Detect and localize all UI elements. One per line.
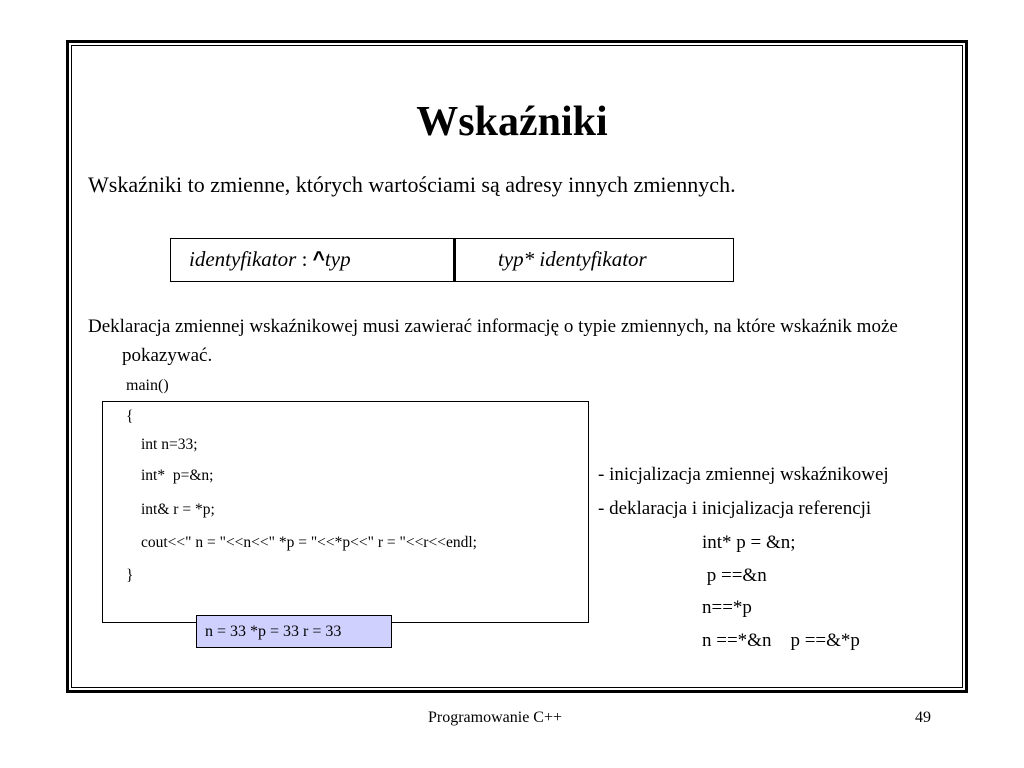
note-pointer-init: - inicjalizacja zmiennej wskaźnikowej [598,464,889,485]
note-n-eq-deref-p: n==*p [702,597,752,618]
syntax-identifier: identyfikator [189,247,297,271]
code-line-close-brace: } [126,567,134,584]
syntax-caret: ^ [312,248,325,271]
code-line-int-reference: int& r = *p; [141,501,215,518]
intro-text: Wskaźniki to zmienne, których wartościami są adresy innych zmiennych. [88,172,736,197]
code-line-open-brace: { [126,408,134,425]
code-main-label: main() [126,377,169,394]
code-line-int-n: int n=33; [141,436,198,453]
pascal-syntax-cell [171,239,453,281]
note-pointer-decl: int* p = &n; [702,532,796,553]
program-output: n = 33 *p = 33 r = 33 [196,615,392,648]
note-identities: n ==*&n p ==&*p [702,630,860,651]
syntax-colon: : [296,247,313,271]
syntax-box [170,238,734,282]
footer-page-number: 49 [915,709,931,726]
code-line-int-pointer: int* p=&n; [141,467,214,484]
note-reference-init: - deklaracja i inicjalizacja referencji [598,498,872,519]
note-p-eq-addr-n: p ==&n [702,565,767,586]
syntax-type: typ [324,247,351,271]
slide-title: Wskaźniki [416,99,608,145]
code-line-cout: cout<<" n = "<<n<<" *p = "<<*p<<" r = "<<r<<endl; [141,534,477,551]
declaration-text: Deklaracja zmiennej wskaźnikowej musi zawierać informację o typie zmiennych, na które wskaźnik może pokazywać. [88,316,898,366]
footer-course: Programowanie C++ [428,709,563,726]
cpp-syntax-cell: typ* identyfikator [498,247,647,271]
